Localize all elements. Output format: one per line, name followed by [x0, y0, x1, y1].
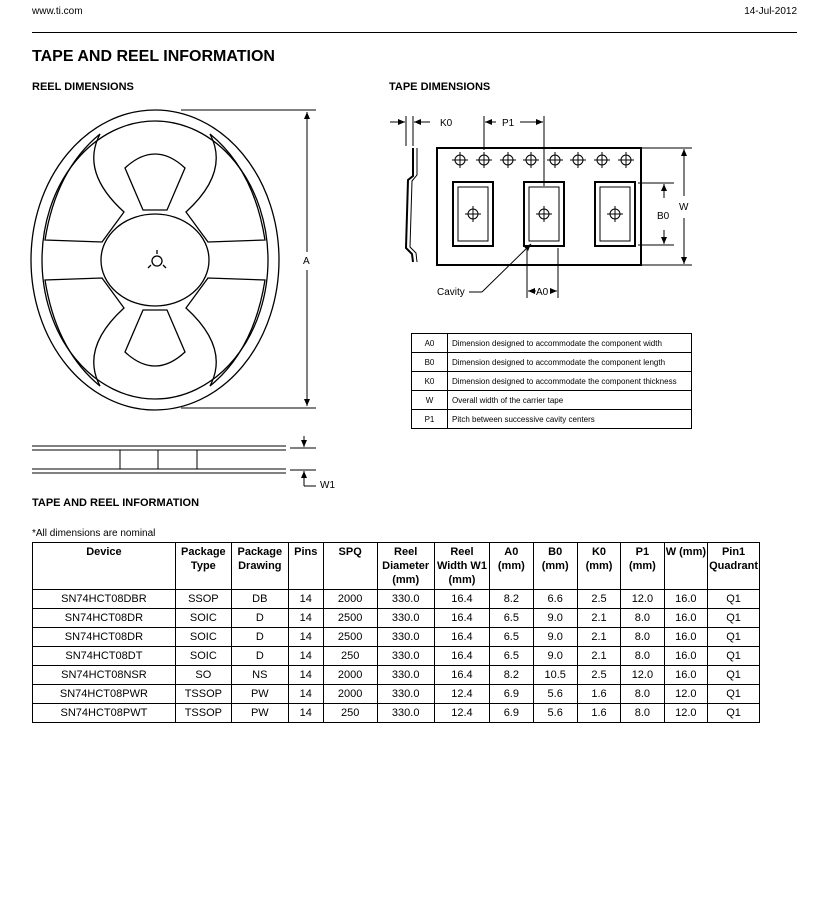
tape-reel-info-title: TAPE AND REEL INFORMATION: [32, 497, 200, 509]
table-cell: 12.0: [664, 685, 708, 704]
table-cell: 2.1: [577, 647, 620, 666]
table-cell: 330.0: [377, 685, 434, 704]
label-cavity: Cavity: [437, 287, 465, 298]
table-cell: D: [231, 628, 288, 647]
table-cell: D: [231, 647, 288, 666]
table-cell: NS: [231, 666, 288, 685]
legend-key: W: [412, 391, 448, 410]
table-cell: SSOP: [175, 590, 231, 609]
table-cell: TSSOP: [175, 704, 231, 723]
col-pin1-quadrant: Pin1 Quadrant: [708, 543, 760, 590]
reel-front-view: [31, 110, 279, 410]
table-cell: 16.4: [434, 666, 489, 685]
table-cell: SN74HCT08DR: [33, 628, 176, 647]
table-cell: SN74HCT08PWR: [33, 685, 176, 704]
table-cell: 330.0: [377, 590, 434, 609]
table-cell: TSSOP: [175, 685, 231, 704]
table-cell: 12.0: [664, 704, 708, 723]
table-row: [33, 647, 760, 666]
table-cell: 5.6: [533, 704, 577, 723]
table-cell: 2000: [323, 590, 377, 609]
legend-key: B0: [412, 353, 448, 372]
table-cell: 12.4: [434, 704, 489, 723]
table-row: [33, 590, 760, 609]
table-cell: 330.0: [377, 609, 434, 628]
tape-dimensions-title: TAPE DIMENSIONS: [389, 81, 491, 93]
table-cell: 16.0: [664, 647, 708, 666]
table-cell: SO: [175, 666, 231, 685]
table-cell: 12.0: [621, 666, 664, 685]
legend-row: [412, 391, 692, 410]
label-w1: W1: [320, 480, 335, 491]
col-a0: A0 (mm): [490, 543, 533, 590]
table-cell: 16.4: [434, 647, 489, 666]
tape-reel-table: [32, 542, 760, 723]
page-title: TAPE AND REEL INFORMATION: [32, 48, 275, 65]
col-w: W (mm): [664, 543, 708, 590]
col-k0: K0 (mm): [577, 543, 620, 590]
legend-row: [412, 353, 692, 372]
legend-desc: Pitch between successive cavity centers: [448, 410, 692, 429]
table-cell: 2.1: [577, 628, 620, 647]
table-cell: 12.4: [434, 685, 489, 704]
label-k0: K0: [440, 118, 453, 129]
table-cell: 8.0: [621, 647, 664, 666]
table-cell: 2000: [323, 685, 377, 704]
label-a: A: [303, 256, 310, 267]
table-cell: 2000: [323, 666, 377, 685]
legend-row: [412, 410, 692, 429]
legend-row: [412, 372, 692, 391]
table-cell: SOIC: [175, 647, 231, 666]
table-cell: DB: [231, 590, 288, 609]
table-cell: 14: [288, 590, 323, 609]
table-row: [33, 704, 760, 723]
label-a0: A0: [536, 287, 549, 298]
table-cell: SN74HCT08NSR: [33, 666, 176, 685]
col-device: Device: [33, 543, 176, 590]
table-cell: SN74HCT08DT: [33, 647, 176, 666]
sprocket-holes: [452, 152, 634, 168]
table-cell: 16.4: [434, 609, 489, 628]
legend-desc: Dimension designed to accommodate the component length: [448, 353, 692, 372]
table-cell: 2.5: [577, 666, 620, 685]
table-row: [33, 609, 760, 628]
table-cell: 6.5: [490, 609, 533, 628]
table-row: [33, 685, 760, 704]
legend-key: P1: [412, 410, 448, 429]
table-cell: 6.6: [533, 590, 577, 609]
table-cell: 9.0: [533, 628, 577, 647]
table-cell: 250: [323, 647, 377, 666]
table-cell: 6.9: [490, 685, 533, 704]
table-cell: 9.0: [533, 609, 577, 628]
table-cell: 8.2: [490, 590, 533, 609]
table-cell: 2.5: [577, 590, 620, 609]
col-pins: Pins: [288, 543, 323, 590]
table-cell: 14: [288, 628, 323, 647]
header-url[interactable]: www.ti.com: [32, 6, 83, 17]
table-cell: 12.0: [621, 590, 664, 609]
table-cell: 6.9: [490, 704, 533, 723]
table-cell: 330.0: [377, 647, 434, 666]
table-cell: 14: [288, 647, 323, 666]
table-cell: Q1: [708, 647, 760, 666]
table-cell: 2.1: [577, 609, 620, 628]
label-p1: P1: [502, 118, 515, 129]
table-cell: 16.0: [664, 628, 708, 647]
table-cell: 9.0: [533, 647, 577, 666]
legend-row: [412, 334, 692, 353]
table-cell: SOIC: [175, 609, 231, 628]
table-cell: Q1: [708, 704, 760, 723]
reel-side-view: [32, 446, 286, 473]
table-cell: 330.0: [377, 628, 434, 647]
col-package-drawing: Package Drawing: [231, 543, 288, 590]
table-cell: 2500: [323, 609, 377, 628]
table-header-row: [33, 543, 760, 590]
header-date: 14-Jul-2012: [744, 6, 797, 17]
table-cell: 2500: [323, 628, 377, 647]
table-cell: SN74HCT08PWT: [33, 704, 176, 723]
table-cell: 14: [288, 666, 323, 685]
table-cell: 16.0: [664, 590, 708, 609]
tape-legend-table: [411, 333, 692, 429]
table-cell: Q1: [708, 685, 760, 704]
table-row: [33, 666, 760, 685]
col-spq: SPQ: [323, 543, 377, 590]
table-cell: D: [231, 609, 288, 628]
table-cell: Q1: [708, 628, 760, 647]
table-cell: SN74HCT08DR: [33, 609, 176, 628]
table-cell: Q1: [708, 666, 760, 685]
table-cell: 14: [288, 609, 323, 628]
table-cell: 8.0: [621, 609, 664, 628]
table-cell: 330.0: [377, 666, 434, 685]
col-reel-diameter: Reel Diameter (mm): [377, 543, 434, 590]
table-cell: 6.5: [490, 647, 533, 666]
table-cell: SOIC: [175, 628, 231, 647]
table-cell: PW: [231, 685, 288, 704]
legend-desc: Dimension designed to accommodate the component width: [448, 334, 692, 353]
table-cell: 1.6: [577, 704, 620, 723]
table-cell: 330.0: [377, 704, 434, 723]
table-cell: 5.6: [533, 685, 577, 704]
table-cell: 16.4: [434, 590, 489, 609]
table-cell: 8.0: [621, 704, 664, 723]
table-cell: 8.0: [621, 685, 664, 704]
reel-dimensions-title: REEL DIMENSIONS: [32, 81, 134, 93]
table-cell: Q1: [708, 590, 760, 609]
table-cell: 8.2: [490, 666, 533, 685]
label-w: W: [679, 202, 689, 213]
table-cell: 14: [288, 685, 323, 704]
legend-desc: Overall width of the carrier tape: [448, 391, 692, 410]
col-package-type: Package Type: [175, 543, 231, 590]
table-cell: 16.4: [434, 628, 489, 647]
label-b0: B0: [657, 211, 670, 222]
table-cell: 250: [323, 704, 377, 723]
table-cell: 8.0: [621, 628, 664, 647]
table-cell: 16.0: [664, 609, 708, 628]
dimension-w1: [290, 436, 316, 486]
table-cell: PW: [231, 704, 288, 723]
legend-desc: Dimension designed to accommodate the component thickness: [448, 372, 692, 391]
table-cell: SN74HCT08DBR: [33, 590, 176, 609]
col-p1: P1 (mm): [621, 543, 664, 590]
table-cell: 1.6: [577, 685, 620, 704]
table-cell: 16.0: [664, 666, 708, 685]
table-cell: 6.5: [490, 628, 533, 647]
table-cell: Q1: [708, 609, 760, 628]
col-reel-width: Reel Width W1 (mm): [434, 543, 489, 590]
table-row: [33, 628, 760, 647]
table-cell: 10.5: [533, 666, 577, 685]
col-b0: B0 (mm): [533, 543, 577, 590]
dimensions-note: *All dimensions are nominal: [32, 528, 156, 539]
legend-key: K0: [412, 372, 448, 391]
legend-key: A0: [412, 334, 448, 353]
table-cell: 14: [288, 704, 323, 723]
cavities: [453, 182, 635, 246]
